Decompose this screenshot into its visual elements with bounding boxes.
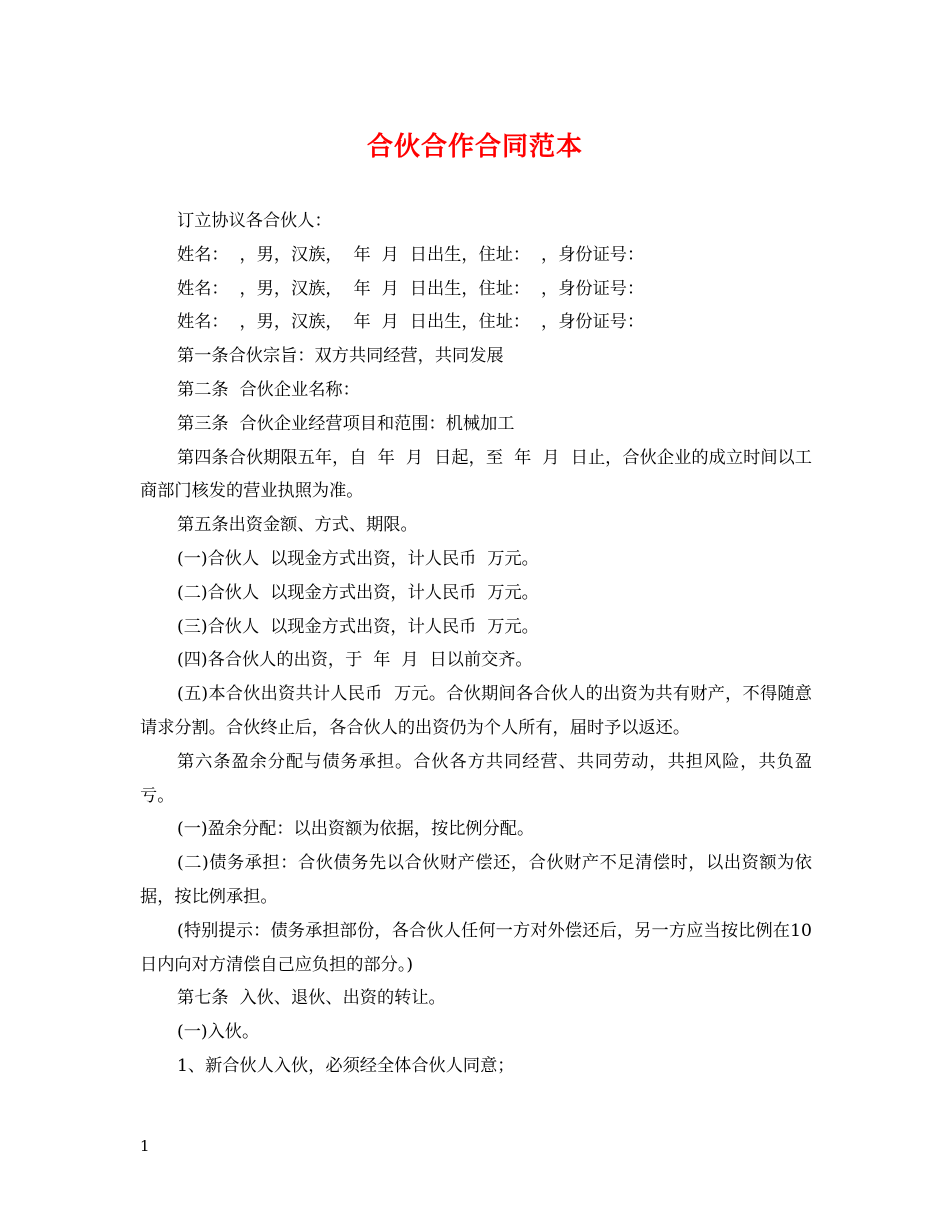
- paragraph-article-5-item-4: (四)各合伙人的出资，于 年 月 日以前交齐。: [177, 650, 533, 671]
- paragraph-partner-3: 姓名： ，男，汉族， 年 月 日出生，住址： ，身份证号：: [177, 312, 645, 333]
- paragraph-article-2: 第二条 合伙企业名称：: [177, 379, 360, 400]
- paragraph-special-note: (特别提示：债务承担部份，各合伙人任何一方对外偿还后，另一方应当按比例在10日内向对方清偿自己应负担的部分。): [140, 920, 812, 975]
- paragraph-article-7: 第七条 入伙、退伙、出资的转让。: [177, 988, 446, 1009]
- paragraph-article-6: 第六条盈余分配与债务承担。合伙各方共同经营、共同劳动，共担风险，共负盈亏。: [140, 751, 812, 806]
- document-title: 合伙合作合同范本: [366, 132, 583, 162]
- paragraph-article-5-item-2: (二)合伙人 以现金方式出资，计人民币 万元。: [177, 582, 539, 603]
- paragraph-article-1: 第一条合伙宗旨：双方共同经营，共同发展: [177, 346, 504, 367]
- paragraph-article-4: 第四条合伙期限五年，自 年 月 日起，至 年 月 日止，合伙企业的成立时间以工商部门核发的营业执照为准。: [140, 447, 812, 502]
- paragraph-article-6-item-1: (一)盈余分配：以出资额为依据，按比例分配。: [177, 819, 535, 840]
- paragraph-article-3: 第三条 合伙企业经营项目和范围：机械加工: [177, 413, 515, 434]
- page-number: 1: [140, 1137, 150, 1155]
- paragraph-partner-1: 姓名： ，男，汉族， 年 月 日出生，住址： ，身份证号：: [177, 244, 645, 265]
- paragraph-article-5: 第五条出资金额、方式、期限。: [177, 515, 418, 536]
- paragraph-parties-intro: 订立协议各合伙人：: [177, 211, 332, 231]
- paragraph-article-5-item-1: (一)合伙人 以现金方式出资，计人民币 万元。: [177, 548, 539, 569]
- paragraph-partner-2: 姓名： ，男，汉族， 年 月 日出生，住址： ，身份证号：: [177, 278, 645, 299]
- paragraph-article-6-item-2: (二)债务承担：合伙债务先以合伙财产偿还，合伙财产不足清偿时，以出资额为依据，按比例承担。: [140, 853, 812, 907]
- document-body: [140, 205, 812, 1084]
- paragraph-article-5-item-5: (五)本合伙出资共计人民币 万元。合伙期间各合伙人的出资为共有财产，不得随意请求分割。合伙终止后，各合伙人的出资仍为个人所有，届时予以返还。: [140, 684, 812, 738]
- paragraph-article-5-item-3: (三)合伙人 以现金方式出资，计人民币 万元。: [177, 616, 539, 637]
- paragraph-article-7-item-1: (一)入伙。: [177, 1022, 260, 1043]
- paragraph-article-7-item-1-1: 1、新合伙人入伙，必须经全体合伙人同意；: [177, 1055, 515, 1076]
